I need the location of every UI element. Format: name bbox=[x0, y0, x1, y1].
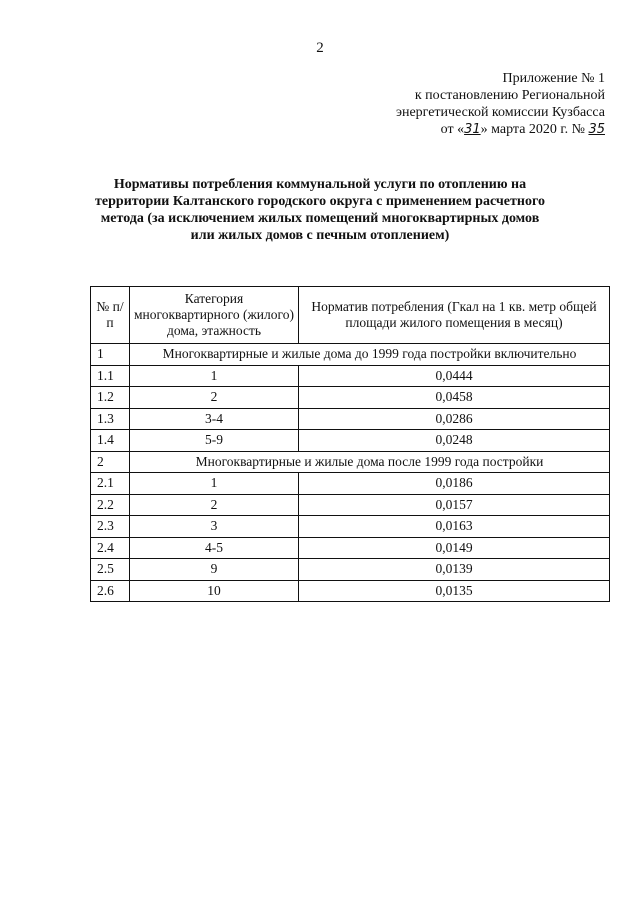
norms-table bbox=[90, 286, 610, 602]
table-row bbox=[91, 516, 610, 538]
row-num: 1.4 bbox=[91, 430, 130, 452]
table-row bbox=[91, 559, 610, 581]
group-label: Многоквартирные и жилые дома до 1999 года постройки включительно bbox=[130, 344, 610, 366]
row-floors: 3-4 bbox=[130, 408, 299, 430]
row-num: 1.1 bbox=[91, 365, 130, 387]
row-value: 0,0186 bbox=[299, 473, 610, 495]
row-floors: 4-5 bbox=[130, 537, 299, 559]
row-value: 0,0139 bbox=[299, 559, 610, 581]
group-num: 1 bbox=[91, 344, 130, 366]
row-value: 0,0149 bbox=[299, 537, 610, 559]
row-floors: 10 bbox=[130, 580, 299, 602]
table-row bbox=[91, 387, 610, 409]
table-header-row bbox=[91, 287, 610, 344]
row-num: 1.2 bbox=[91, 387, 130, 409]
header-norm: Норматив потребления (Гкал на 1 кв. метр общей площади жилого помещения в месяц) bbox=[299, 287, 610, 344]
row-num: 2.2 bbox=[91, 494, 130, 516]
row-value: 0,0157 bbox=[299, 494, 610, 516]
table-row bbox=[91, 473, 610, 495]
date-prefix: от « bbox=[440, 122, 465, 137]
header-num: № п/п bbox=[91, 287, 130, 344]
appendix-block bbox=[340, 70, 605, 138]
row-value: 0,0458 bbox=[299, 387, 610, 409]
row-num: 2.1 bbox=[91, 473, 130, 495]
row-value: 0,0163 bbox=[299, 516, 610, 538]
row-floors: 5-9 bbox=[130, 430, 299, 452]
row-num: 1.3 bbox=[91, 408, 130, 430]
handwritten-number: 35 bbox=[588, 122, 605, 137]
row-floors: 1 bbox=[130, 365, 299, 387]
table-row bbox=[91, 537, 610, 559]
row-num: 2.5 bbox=[91, 559, 130, 581]
row-floors: 2 bbox=[130, 494, 299, 516]
table-row bbox=[91, 365, 610, 387]
table-row bbox=[91, 494, 610, 516]
row-floors: 3 bbox=[130, 516, 299, 538]
row-num: 2.6 bbox=[91, 580, 130, 602]
row-value: 0,0135 bbox=[299, 580, 610, 602]
row-floors: 1 bbox=[130, 473, 299, 495]
row-value: 0,0444 bbox=[299, 365, 610, 387]
row-floors: 2 bbox=[130, 387, 299, 409]
date-middle: » марта 2020 г. № bbox=[480, 122, 589, 137]
handwritten-day: 31 bbox=[464, 122, 481, 137]
norms-table-wrapper bbox=[90, 286, 610, 602]
group-row bbox=[91, 451, 610, 473]
table-row bbox=[91, 408, 610, 430]
row-value: 0,0286 bbox=[299, 408, 610, 430]
appendix-date-line bbox=[340, 121, 605, 138]
group-label: Многоквартирные и жилые дома после 1999 года постройки bbox=[130, 451, 610, 473]
table-row bbox=[91, 430, 610, 452]
header-category: Категория многоквартирного (жилого) дома, этажность bbox=[130, 287, 299, 344]
row-num: 2.4 bbox=[91, 537, 130, 559]
row-value: 0,0248 bbox=[299, 430, 610, 452]
row-num: 2.3 bbox=[91, 516, 130, 538]
document-title: Нормативы потребления коммунальной услуги по отоплению на территории Калтанского городского округа с применением расчетного метода (за исключением жилых помещений многоквартирных домов или жилых домов с печным отоплением) bbox=[95, 177, 545, 243]
group-row bbox=[91, 344, 610, 366]
appendix-title: Приложение № 1 bbox=[502, 71, 605, 86]
table-row bbox=[91, 580, 610, 602]
group-num: 2 bbox=[91, 451, 130, 473]
page-number: 2 bbox=[316, 40, 324, 56]
appendix-line-3: энергетической комиссии Кузбасса bbox=[395, 105, 605, 120]
row-floors: 9 bbox=[130, 559, 299, 581]
appendix-line-2: к постановлению Региональной bbox=[414, 88, 605, 103]
